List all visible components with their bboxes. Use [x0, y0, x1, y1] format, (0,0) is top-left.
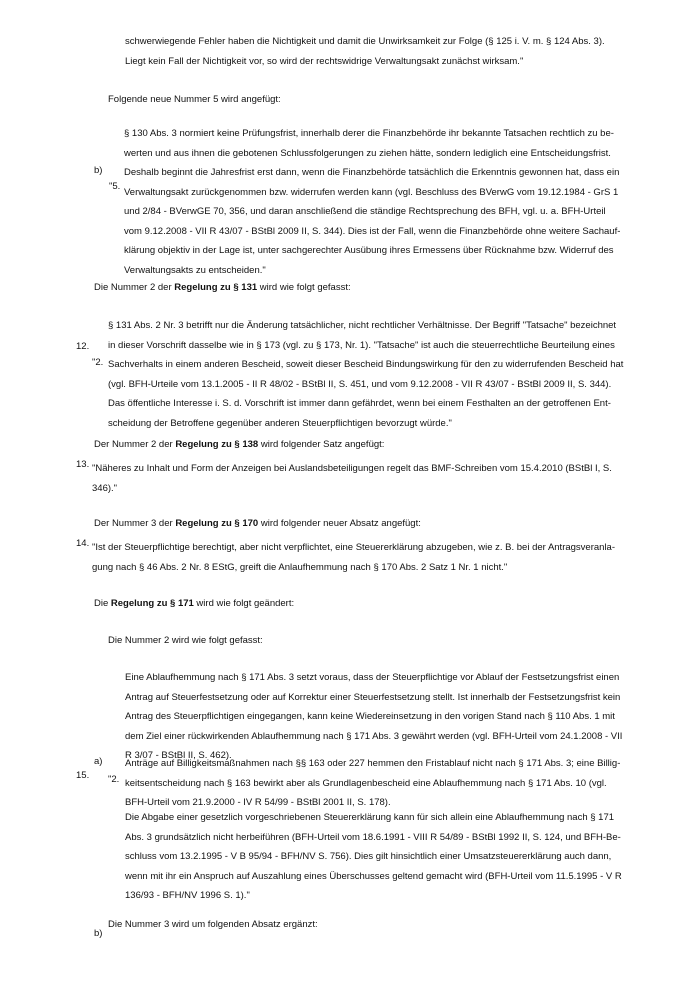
- text-line: 136/93 - BFH/NV 1996 S. 1).": [125, 890, 250, 901]
- rule-reference: Regelung zu § 138: [175, 439, 259, 450]
- text-line: Abs. 3 grundsätzlich nicht herbeiführen (BFH-Urteil vom 18.6.1991 - VIII R 54/89 - BStBl 1992 II, S. 124, und BFH-Be-: [125, 831, 621, 843]
- text-line: Das öffentliche Interesse i. S. d. Vorschrift ist immer dann gefährdet, wenn bei einem Festhalten an der getroffenen Ent-: [108, 398, 611, 409]
- quoted-paragraph: [125, 754, 690, 813]
- instruction-text: Der Nummer 2 der Regelung zu § 138 wird folgender Satz angefügt:: [94, 439, 385, 450]
- text-line: Anträge auf Billigkeitsmaßnahmen nach §§ 163 oder 227 hemmen den Fristablauf nicht nach § 171 Abs. 3; eine Billig-: [125, 758, 621, 769]
- text-line: (vgl. BFH-Urteile vom 13.1.2005 - II R 48/02 - BStBl II, S. 451, und vom 9.12.2008 - VII R 43/07 - BStBl 2009 II, S. 344).: [108, 378, 612, 390]
- instruction-text: Die Nummer 2 wird wie folgt gefasst:: [108, 635, 263, 646]
- instruction-text: Die Nummer 2 der Regelung zu § 131 wird wie folgt gefasst:: [94, 282, 351, 293]
- item-number: "2.: [108, 774, 120, 785]
- text-line: Antrag des Steuerpflichtigen eingegangen, kann keine Wiedereinsetzung in den vorigen Stand nach § 110 Abs. 1 mit: [125, 711, 615, 722]
- text-line: in dieser Vorschrift dasselbe wie in § 173 (vgl. zu § 173, Nr. 1). "Tatsache" ist auch die steuerrechtliche Beurteilung eines: [108, 339, 615, 351]
- text-line: vom 9.12.2008 - VII R 43/07 - BStBl 2009 II, S. 344). Dies ist der Fall, wenn die Finanzbehörde ohne weitere Sachauf-: [124, 225, 621, 237]
- text-line: Eine Ablaufhemmung nach § 171 Abs. 3 setzt voraus, dass der Steuerpflichtige vor Ablauf der Festsetzungsfrist einen: [125, 672, 620, 683]
- text-line: "Ist der Steuerpflichtige berechtigt, aber nicht verpflichtet, eine Steuererklärung abzugeben, wie z. B. bei der Antragsveranla-: [92, 542, 616, 553]
- text-line: § 130 Abs. 3 normiert keine Prüfungsfrist, innerhalb derer die Finanzbehörde ihr bekannte Tatsachen rechtlich zu be-: [124, 128, 614, 139]
- section-number: 14.: [76, 538, 90, 549]
- text-line: klärung objektiv in der Lage ist, unter sachgerechter Ausübung ihres Ermessens über Rücknahme bzw. Widerruf des: [124, 245, 614, 256]
- text-line: keitsentscheidung nach § 163 bewirkt aber als Grundlagenbescheid eine Ablaufhemmung nach § 171 Abs. 10 (vgl.: [125, 777, 607, 789]
- item-letter: b): [94, 928, 103, 939]
- section-number: 13.: [76, 459, 90, 470]
- quoted-paragraph: [92, 538, 692, 577]
- item-number: "2.: [92, 357, 104, 368]
- rule-reference: Regelung zu § 171: [110, 598, 194, 609]
- text-line: "Näheres zu Inhalt und Form der Anzeigen bei Auslandsbeteiligungen regelt das BMF-Schreiben vom 15.4.2010 (BStBl I, S.: [92, 463, 612, 474]
- quoted-paragraph: [124, 124, 689, 280]
- text-line: Die Abgabe einer gesetzlich vorgeschriebenen Steuererklärung kann für sich allein eine Ablaufhemmung nach § 171: [125, 812, 615, 823]
- quoted-paragraph: [108, 316, 693, 433]
- text-line: BFH-Urteil vom 21.9.2000 - IV R 54/99 - BStBl 2001 II, S. 178).: [125, 797, 391, 808]
- text-line: schluss vom 13.2.1995 - V B 95/94 - BFH/NV S. 756). Dies gilt hinsichtlich einer Umsatzsteuererklärung auch dann,: [125, 851, 612, 862]
- instruction-text: Folgende neue Nummer 5 wird angefügt:: [108, 94, 281, 105]
- section-number: 15.: [76, 770, 90, 781]
- instruction-text: Die Nummer 3 wird um folgenden Absatz ergänzt:: [108, 919, 318, 930]
- text-line: Sachverhalts in einem anderen Bescheid, soweit dieser Bescheid Bindungswirkung für den zu widerrufenden Bescheid hat: [108, 359, 624, 370]
- text-line: scheidung der Betroffene gegenüber anderen Steuerpflichtigen bevorzugt würde.": [108, 417, 452, 429]
- quoted-paragraph: [92, 459, 692, 498]
- text-line: schwerwiegende Fehler haben die Nichtigkeit und damit die Unwirksamkeit zur Folge (§ 125 i. V. m. § 124 Abs. 3).: [125, 36, 605, 47]
- text-line: Deshalb beginnt die Jahresfrist erst dann, wenn die Finanzbehörde tatsächlich die Erkenntnis gewonnen hat, dass ein: [124, 167, 620, 178]
- quoted-paragraph: [125, 668, 690, 766]
- text-line: Antrag auf Steuerfestsetzung oder auf Korrektur einer Steuerfestsetzung stellt. Ist innerhalb der Festsetzungsfrist kein: [125, 691, 621, 703]
- text-line: § 131 Abs. 2 Nr. 3 betrifft nur die Änderung tatsächlicher, nicht rechtlicher Verhältnisse. Der Begriff "Tatsache" bezeichnet: [108, 320, 617, 331]
- section-number: 12.: [76, 341, 90, 352]
- rule-reference: Regelung zu § 170: [175, 518, 259, 529]
- item-letter: a): [94, 756, 103, 767]
- item-number: "5.: [109, 181, 121, 192]
- text-line: R 3/07 - BStBl II, S. 462).: [125, 750, 232, 761]
- instruction-text: Der Nummer 3 der Regelung zu § 170 wird folgender neuer Absatz angefügt:: [94, 518, 421, 529]
- text-line: dem Ziel einer rückwirkenden Ablaufhemmung nach § 171 Abs. 3 gewährt werden (vgl. BFH-Urteil vom 24.1.2008 - VII: [125, 730, 623, 742]
- quoted-paragraph: [125, 808, 690, 906]
- continuation-text: [125, 32, 685, 71]
- text-line: und 2/84 - BVerwGE 70, 356, und daran anschließend die ständige Rechtsprechung des BFH, vgl. u. a. BFH-Urteil: [124, 206, 606, 217]
- instruction-text: Die Regelung zu § 171 wird wie folgt geändert:: [94, 598, 295, 609]
- text-line: wenn mit ihr ein Anspruch auf Auszahlung eines Überschusses geltend gemacht wird (BFH-Urteil vom 11.5.1995 - V R: [125, 870, 622, 882]
- text-line: gung nach § 46 Abs. 2 Nr. 8 EStG, greift die Anlaufhemmung nach § 170 Abs. 2 Satz 1 Nr. 1 nicht.": [92, 561, 508, 573]
- text-line: 346).": [92, 482, 118, 494]
- rule-reference: Regelung zu § 131: [174, 282, 258, 293]
- item-letter: b): [94, 165, 103, 176]
- text-line: werten und aus ihnen die gebotenen Schlussfolgerungen zu ziehen hätte, sondern lediglich eine Entscheidungsfrist.: [124, 147, 611, 159]
- text-line: Liegt kein Fall der Nichtigkeit vor, so wird der rechtswidrige Verwaltungsakt zunächst wirksam.": [125, 55, 524, 67]
- text-line: Verwaltungsakt zurückgenommen bzw. widerrufen werden kann (vgl. Beschluss des BVerwG vom 19.12.1984 - GrS 1: [124, 186, 619, 198]
- text-line: Verwaltungsakts zu entscheiden.": [124, 264, 266, 276]
